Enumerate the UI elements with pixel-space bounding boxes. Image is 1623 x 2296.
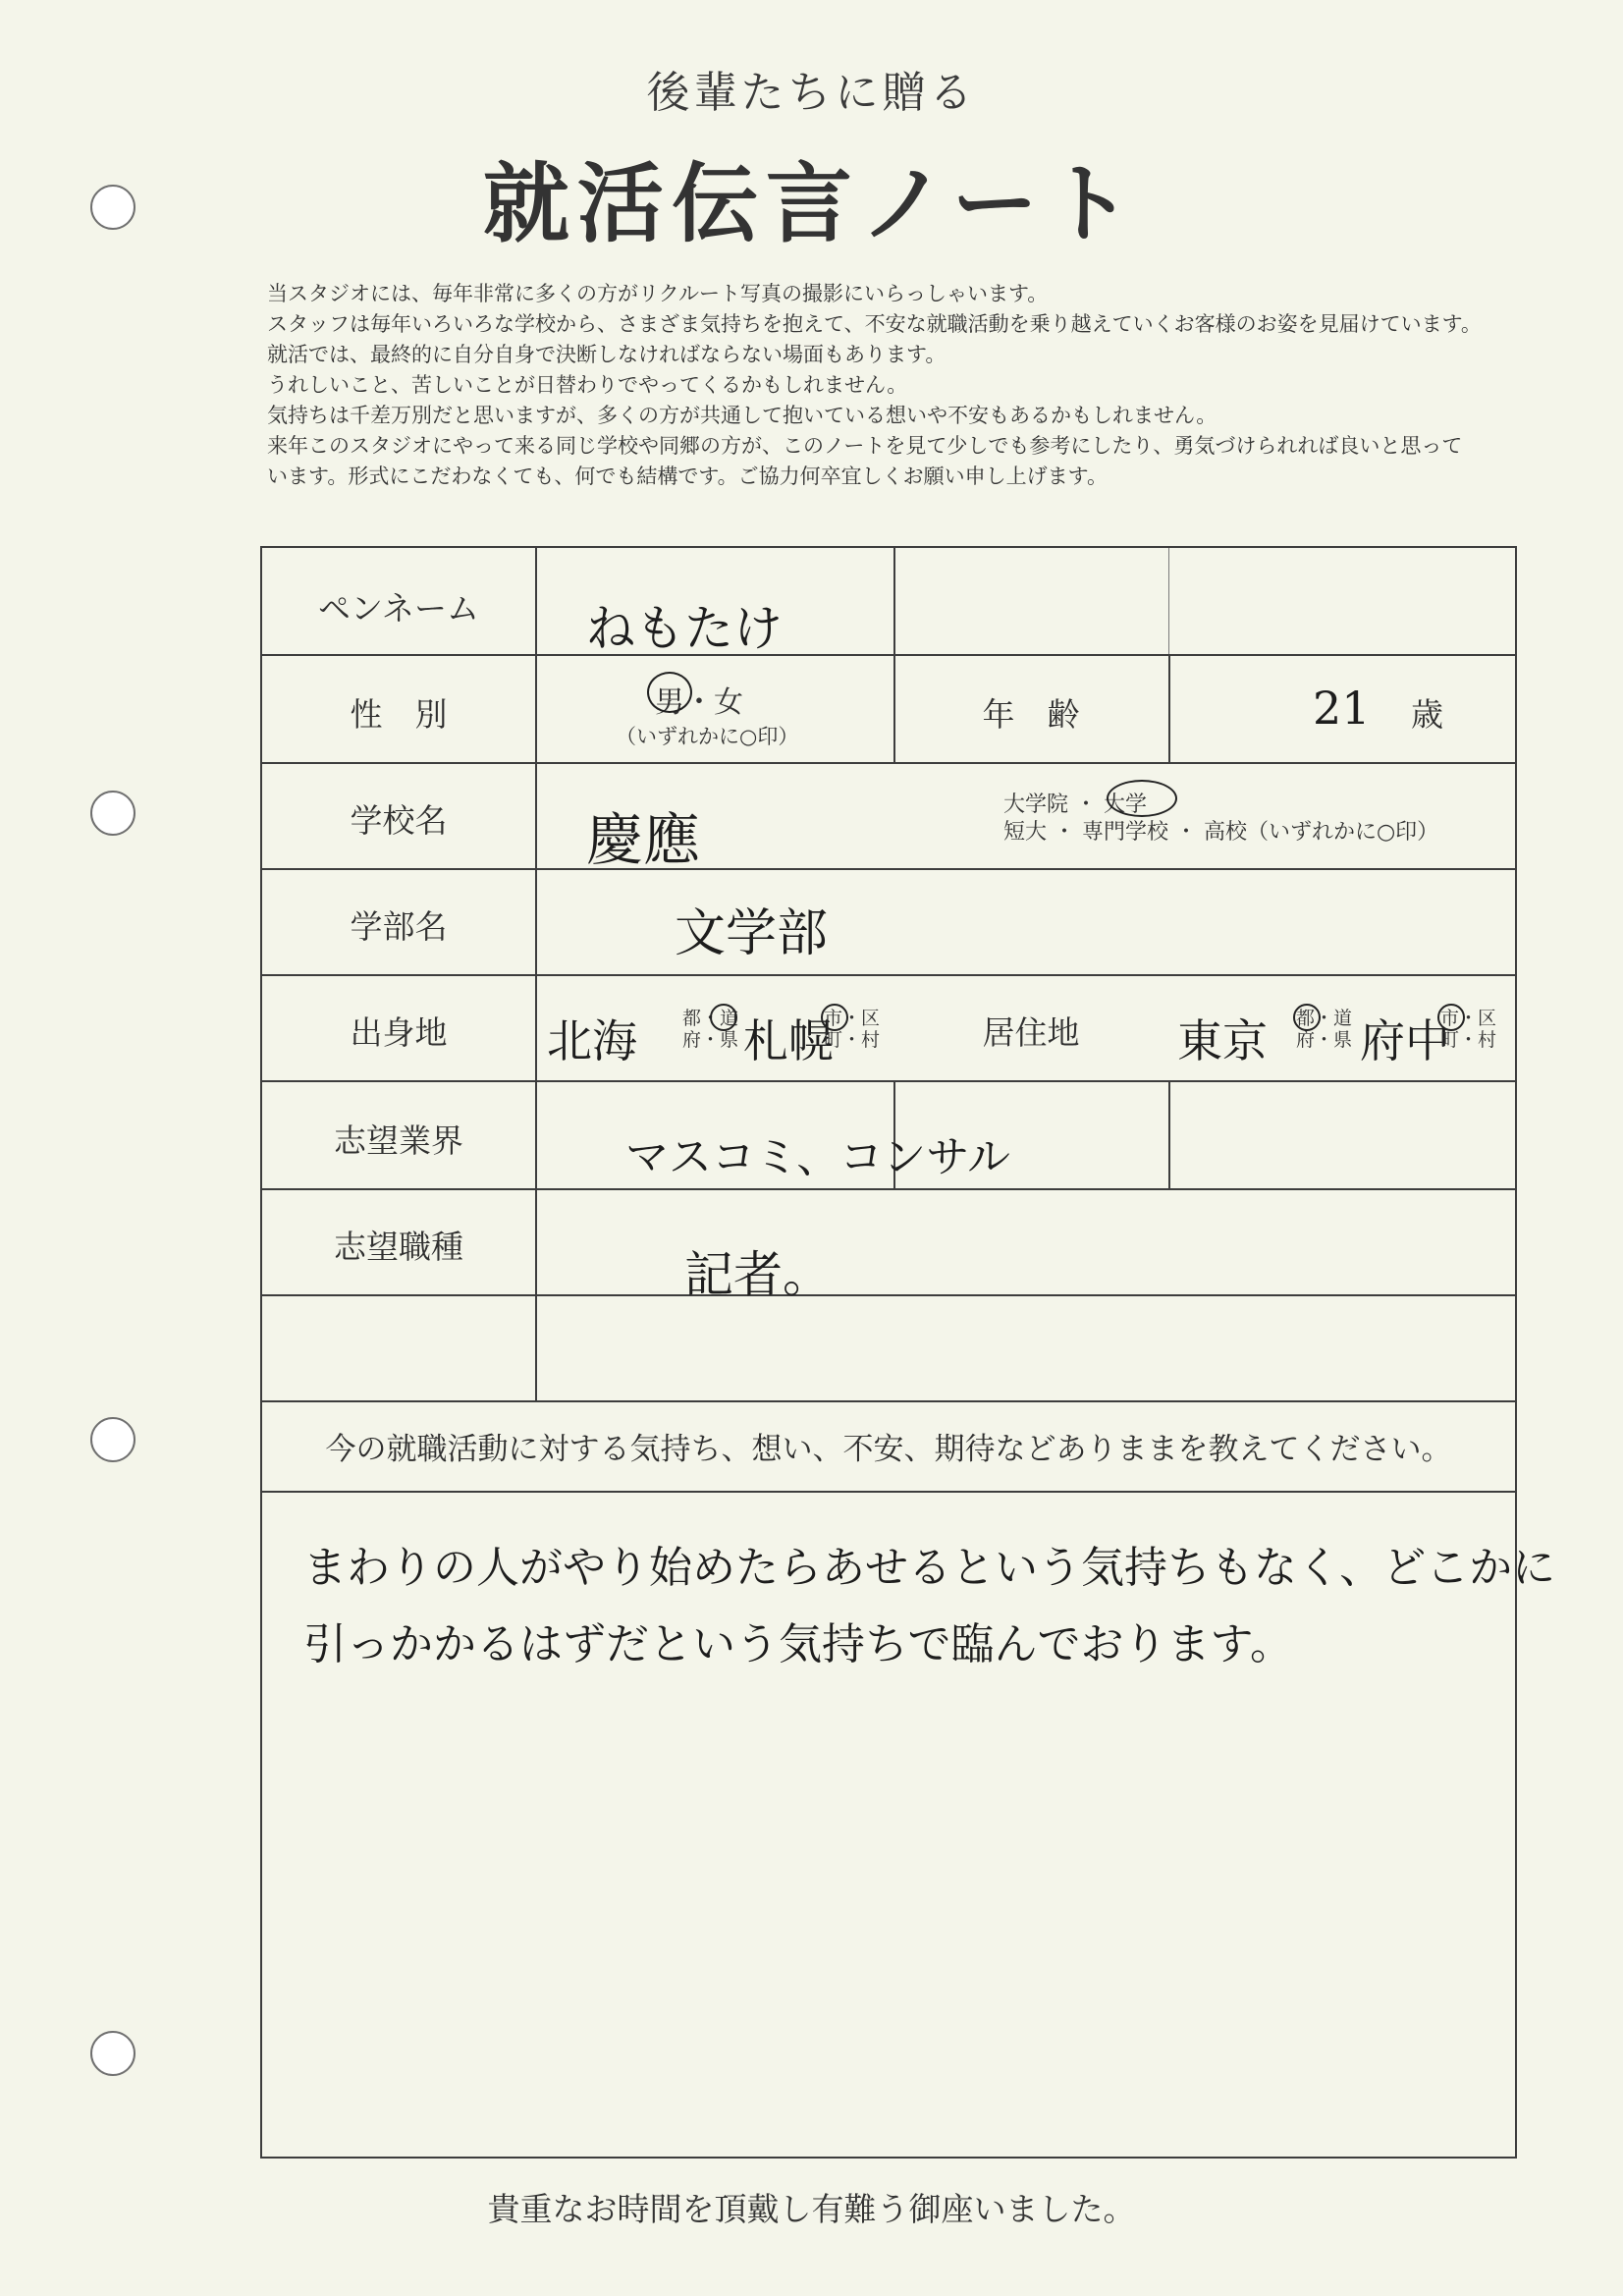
row-divider [262,1188,1515,1190]
intro-line: うれしいこと、苦しいことが日替わりでやってくるかもしれません。 [267,373,908,397]
age-unit: 歳 [1411,695,1443,734]
feelings-prompt: 今の就職活動に対する気持ち、想い、不安、期待などありままを教えてください。 [325,1432,1452,1467]
row-divider [262,974,1515,976]
hometown-pref-circle-mark [710,1004,737,1031]
hometown-city-circle-mark [821,1004,848,1031]
gender-female: 女 [714,685,743,720]
school-type-circle-mark [1107,780,1177,817]
residence-pref-circle-mark [1293,1004,1321,1031]
column-divider [1168,654,1170,762]
hometown-pref-value: 北海 [547,1014,637,1067]
binder-hole-3 [90,1417,135,1462]
hometown-city-suffix: 市・区 町・村 [824,1008,881,1051]
row-divider [262,1491,1515,1493]
row-divider [262,1080,1515,1082]
intro-line: 就活では、最終的に自分自身で決断しなければならない場面もあります。 [267,343,947,366]
school-label: 学校名 [350,801,448,840]
job-label: 志望職種 [334,1228,463,1266]
age-value: 21 [1313,682,1371,735]
residence-city-suffix: 市・区 町・村 [1440,1008,1497,1051]
intro-line: 気持ちは千差万別だと思いますが、多くの方が共通して抱いている想いや不安もあるかもしれません。 [267,404,1217,427]
intro-line: います。形式にこだわなくても、何でも結構です。ご協力何卒宜しくお願い申し上げます。 [267,465,1108,488]
row-divider [262,762,1515,764]
faculty-label: 学部名 [350,907,448,946]
intro-line: 当スタジオには、毎年非常に多くの方がリクルート写真の撮影にいらっしゃいます。 [267,282,1049,305]
faculty-value: 文学部 [675,904,829,963]
column-divider [1168,1080,1170,1188]
footer-thanks: 貴重なお時間を頂戴し有難う御座いました。 [487,2190,1136,2228]
hometown-label: 出身地 [350,1013,448,1052]
column-divider [1168,548,1169,654]
hometown-city-value: 札幌 [743,1014,834,1067]
residence-pref-suffix: 都・道 府・県 [1296,1008,1353,1051]
residence-city-value: 府中 [1360,1014,1450,1067]
hometown-pref-suffix: 都・道 府・県 [682,1008,739,1051]
intro-text [267,279,1602,492]
page-title: 就活伝言ノート [482,153,1141,254]
residence-label: 居住地 [982,1013,1080,1052]
intro-line: スタッフは毎年いろいろな学校から、さまざま気持ちを抱えて、不安な就職活動を乗り越えていくお客様のお姿を見届けています。 [267,312,1482,336]
feelings-answer-line2: 引っかかるはずだという気持ちで臨んでおります。 [303,1619,1294,1669]
school-type-line2: 短大 ・ 専門学校 ・ 高校（いずれかに○印） [1003,820,1439,845]
column-divider [535,548,537,1400]
row-divider [262,1400,1515,1402]
school-type-line1: 大学院 ・ 大学 [1003,793,1147,817]
page-subtitle: 後輩たちに贈る [646,68,977,118]
school-value: 慶應 [586,806,701,873]
intro-line: 来年このスタジオにやって来る同じ学校や同郷の方が、このノートを見て少しでも参考にしたり、勇気づけられれば良いと思って [267,434,1463,458]
gender-male-circle-mark [647,672,692,713]
row-divider [262,868,1515,870]
gender-male: 男 [655,685,684,720]
industry-label: 志望業界 [334,1121,463,1160]
row-divider [262,1294,1515,1296]
row-divider [262,654,1515,656]
pen-name-value: ねもたけ [586,600,783,657]
gender-separator: ・ [684,685,714,720]
age-label: 年 齢 [982,695,1080,734]
industry-value: マスコミ、コンサル [625,1132,1011,1182]
job-value: 記者。 [684,1246,832,1303]
feelings-answer-line1: まわりの人がやり始めたらあせるという気持ちもなく、どこかに [303,1543,1556,1593]
binder-hole-4 [90,2031,135,2076]
gender-label: 性 別 [350,695,448,734]
residence-pref-value: 東京 [1177,1014,1268,1067]
gender-hint: （いずれかに○印） [616,725,799,748]
pen-name-label: ペンネーム [317,589,479,628]
residence-city-circle-mark [1437,1004,1465,1031]
binder-hole-2 [90,791,135,836]
questionnaire-form [260,546,1556,2159]
